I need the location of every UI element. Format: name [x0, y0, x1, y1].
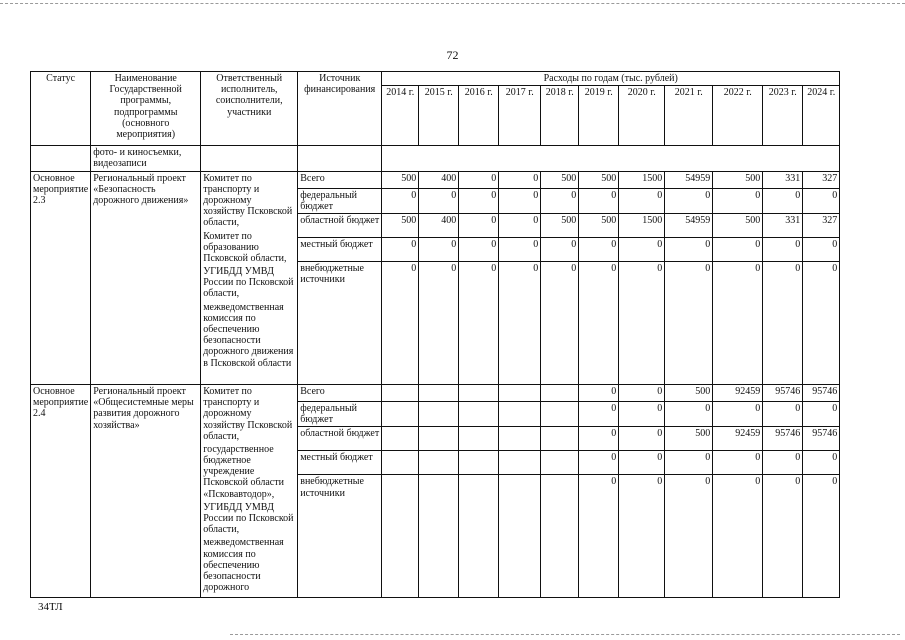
- responsible-party: УГИБДД УМВД России по Псковской области,: [203, 501, 294, 536]
- amount-cell: [382, 451, 419, 475]
- amount-cell: 0: [579, 384, 619, 401]
- responsible-party: Комитет по транспорту и дорожному хозяйству Псковской области,: [203, 172, 293, 229]
- amount-cell: [382, 475, 419, 598]
- funding-source: Всего: [298, 384, 382, 401]
- header-name: Наименование Государственной программы, подпрограммы (основного мероприятия): [91, 72, 201, 146]
- amount-cell: 331: [763, 213, 803, 237]
- header-year: 2016 г.: [459, 86, 499, 146]
- amount-cell: 0: [579, 475, 619, 598]
- amount-cell: 0: [763, 188, 803, 213]
- amount-cell: 0: [619, 237, 665, 261]
- amount-cell: 54959: [665, 213, 713, 237]
- amount-cell: 0: [665, 401, 713, 426]
- amount-cell: 400: [419, 171, 459, 188]
- amount-cell: 0: [499, 171, 541, 188]
- section-name: Региональный проект «Безопасность дорожного движения»: [91, 171, 201, 384]
- amount-cell: 0: [619, 427, 665, 451]
- amount-cell: 0: [665, 451, 713, 475]
- amount-cell: 500: [665, 384, 713, 401]
- section-status: Основное мероприятие 2.4: [31, 384, 91, 597]
- amount-cell: 0: [665, 475, 713, 598]
- amount-cell: 0: [459, 213, 499, 237]
- amount-cell: 95746: [803, 384, 840, 401]
- amount-cell: 0: [382, 261, 419, 384]
- amount-cell: [541, 427, 579, 451]
- amount-cell: 500: [579, 213, 619, 237]
- amount-cell: 54959: [665, 171, 713, 188]
- amount-cell: 0: [713, 401, 763, 426]
- amount-cell: [499, 427, 541, 451]
- amount-cell: 0: [619, 475, 665, 598]
- amount-cell: 0: [665, 237, 713, 261]
- section-responsible: [201, 384, 298, 597]
- amount-cell: 0: [803, 475, 840, 598]
- amount-cell: [499, 401, 541, 426]
- scan-edge-bottom: [230, 634, 900, 637]
- header-year: 2015 г.: [419, 86, 459, 146]
- amount-cell: 0: [763, 451, 803, 475]
- amount-cell: [459, 401, 499, 426]
- amount-cell: 0: [713, 237, 763, 261]
- header-year: 2021 г.: [665, 86, 713, 146]
- amount-cell: 92459: [713, 427, 763, 451]
- amount-cell: [382, 401, 419, 426]
- amount-cell: 0: [541, 261, 579, 384]
- table-row: [31, 171, 840, 188]
- amount-cell: [541, 475, 579, 598]
- amount-cell: [459, 475, 499, 598]
- funding-source: федеральный бюджет: [298, 188, 382, 213]
- funding-source: внебюджетные источники: [298, 475, 382, 598]
- amount-cell: 1500: [619, 213, 665, 237]
- section-status: Основное мероприятие 2.3: [31, 171, 91, 384]
- amount-cell: [541, 384, 579, 401]
- amount-cell: 400: [419, 213, 459, 237]
- amount-cell: 0: [763, 237, 803, 261]
- amount-cell: 0: [763, 401, 803, 426]
- amount-cell: 92459: [713, 384, 763, 401]
- amount-cell: 0: [541, 237, 579, 261]
- amount-cell: 327: [803, 213, 840, 237]
- amount-cell: 0: [619, 384, 665, 401]
- amount-cell: [382, 427, 419, 451]
- amount-cell: 95746: [763, 427, 803, 451]
- funding-source: областной бюджет: [298, 427, 382, 451]
- amount-cell: 0: [459, 171, 499, 188]
- header-expenses: Расходы по годам (тыс. рублей): [382, 72, 840, 86]
- header-year: 2024 г.: [803, 86, 840, 146]
- amount-cell: 95746: [763, 384, 803, 401]
- amount-cell: 0: [763, 475, 803, 598]
- amount-cell: 0: [382, 188, 419, 213]
- amount-cell: [419, 475, 459, 598]
- continuation-row: [31, 146, 840, 171]
- amount-cell: 500: [665, 427, 713, 451]
- funding-source: Всего: [298, 171, 382, 188]
- amount-cell: 0: [419, 237, 459, 261]
- amount-cell: 0: [499, 237, 541, 261]
- amount-cell: 500: [382, 213, 419, 237]
- amount-cell: 500: [541, 213, 579, 237]
- amount-cell: 1500: [619, 171, 665, 188]
- amount-cell: 0: [619, 188, 665, 213]
- section-name: Региональный проект «Общесистемные меры развития дорожного хозяйства»: [91, 384, 201, 597]
- header-year: 2020 г.: [619, 86, 665, 146]
- header-year: 2019 г.: [579, 86, 619, 146]
- table-row: [31, 384, 840, 401]
- amount-cell: 0: [579, 401, 619, 426]
- amount-cell: 0: [763, 261, 803, 384]
- amount-cell: [541, 451, 579, 475]
- amount-cell: 0: [579, 261, 619, 384]
- amount-cell: [419, 451, 459, 475]
- continuation-responsible: [201, 146, 298, 171]
- amount-cell: 0: [803, 261, 840, 384]
- funding-source: федеральный бюджет: [298, 401, 382, 426]
- amount-cell: 0: [459, 188, 499, 213]
- header-year: 2018 г.: [541, 86, 579, 146]
- amount-cell: [499, 475, 541, 598]
- amount-cell: 327: [803, 171, 840, 188]
- amount-cell: [382, 384, 419, 401]
- amount-cell: 0: [665, 261, 713, 384]
- table-body: [31, 146, 840, 598]
- responsible-party: Комитет по транспорту и дорожному хозяйству Псковской области,: [203, 385, 293, 442]
- responsible-party: межведомственная комиссия по обеспечению безопасности дорожного: [203, 537, 284, 594]
- amount-cell: 0: [541, 188, 579, 213]
- amount-cell: 500: [382, 171, 419, 188]
- amount-cell: [499, 451, 541, 475]
- amount-cell: 0: [713, 475, 763, 598]
- amount-cell: 0: [803, 401, 840, 426]
- continuation-status: [31, 146, 91, 171]
- responsible-party: государственное бюджетное учреждение Псковской области «Псковавтодор»,: [203, 443, 284, 500]
- responsible-party: межведомственная комиссия по обеспечению безопасности дорожного движения в Псковской области: [203, 301, 294, 369]
- amount-cell: 0: [619, 451, 665, 475]
- amount-cell: 0: [803, 451, 840, 475]
- amount-cell: 0: [803, 188, 840, 213]
- amount-cell: 331: [763, 171, 803, 188]
- amount-cell: 500: [541, 171, 579, 188]
- amount-cell: [459, 451, 499, 475]
- footer-code: 34ТЛ: [38, 601, 63, 613]
- header-year: 2017 г.: [499, 86, 541, 146]
- amount-cell: 0: [665, 188, 713, 213]
- amount-cell: 0: [419, 188, 459, 213]
- header-year: 2022 г.: [713, 86, 763, 146]
- funding-source: областной бюджет: [298, 213, 382, 237]
- funding-source: внебюджетные источники: [298, 261, 382, 384]
- scan-edge-top: [0, 3, 905, 7]
- amount-cell: 0: [713, 188, 763, 213]
- header-year: 2023 г.: [763, 86, 803, 146]
- amount-cell: [419, 384, 459, 401]
- amount-cell: 0: [579, 188, 619, 213]
- responsible-party: УГИБДД УМВД России по Псковской области,: [203, 266, 294, 300]
- amount-cell: [459, 427, 499, 451]
- amount-cell: 0: [499, 188, 541, 213]
- amount-cell: 0: [579, 237, 619, 261]
- amount-cell: 0: [579, 427, 619, 451]
- amount-cell: [459, 384, 499, 401]
- funding-source: местный бюджет: [298, 237, 382, 261]
- amount-cell: 0: [419, 261, 459, 384]
- amount-cell: 0: [459, 261, 499, 384]
- continuation-source: [298, 146, 382, 171]
- amount-cell: [541, 401, 579, 426]
- header-year: 2014 г.: [382, 86, 419, 146]
- amount-cell: 0: [579, 451, 619, 475]
- amount-cell: [419, 427, 459, 451]
- amount-cell: 0: [619, 261, 665, 384]
- amount-cell: 0: [619, 401, 665, 426]
- amount-cell: 0: [459, 237, 499, 261]
- page-number: 72: [446, 48, 459, 62]
- amount-cell: 500: [713, 213, 763, 237]
- section-responsible: [201, 171, 298, 384]
- funding-source: местный бюджет: [298, 451, 382, 475]
- header-status: Статус: [31, 72, 91, 146]
- amount-cell: [499, 384, 541, 401]
- budget-table: [30, 71, 840, 598]
- amount-cell: 0: [803, 237, 840, 261]
- amount-cell: 0: [713, 261, 763, 384]
- header-source: Источник финансирования: [298, 72, 382, 146]
- amount-cell: 95746: [803, 427, 840, 451]
- amount-cell: 0: [499, 261, 541, 384]
- amount-cell: 0: [713, 451, 763, 475]
- amount-cell: 0: [499, 213, 541, 237]
- amount-cell: 0: [382, 237, 419, 261]
- continuation-text: фото- и киносъемки, видеозаписи: [91, 146, 201, 171]
- continuation-years-empty: [382, 146, 840, 171]
- amount-cell: 500: [579, 171, 619, 188]
- amount-cell: 500: [713, 171, 763, 188]
- header-responsible: Ответственный исполнитель, соисполнители, участники: [201, 72, 298, 146]
- header-row-top: [31, 72, 840, 86]
- amount-cell: [419, 401, 459, 426]
- responsible-party: Комитет по образованию Псковской области,: [203, 230, 287, 264]
